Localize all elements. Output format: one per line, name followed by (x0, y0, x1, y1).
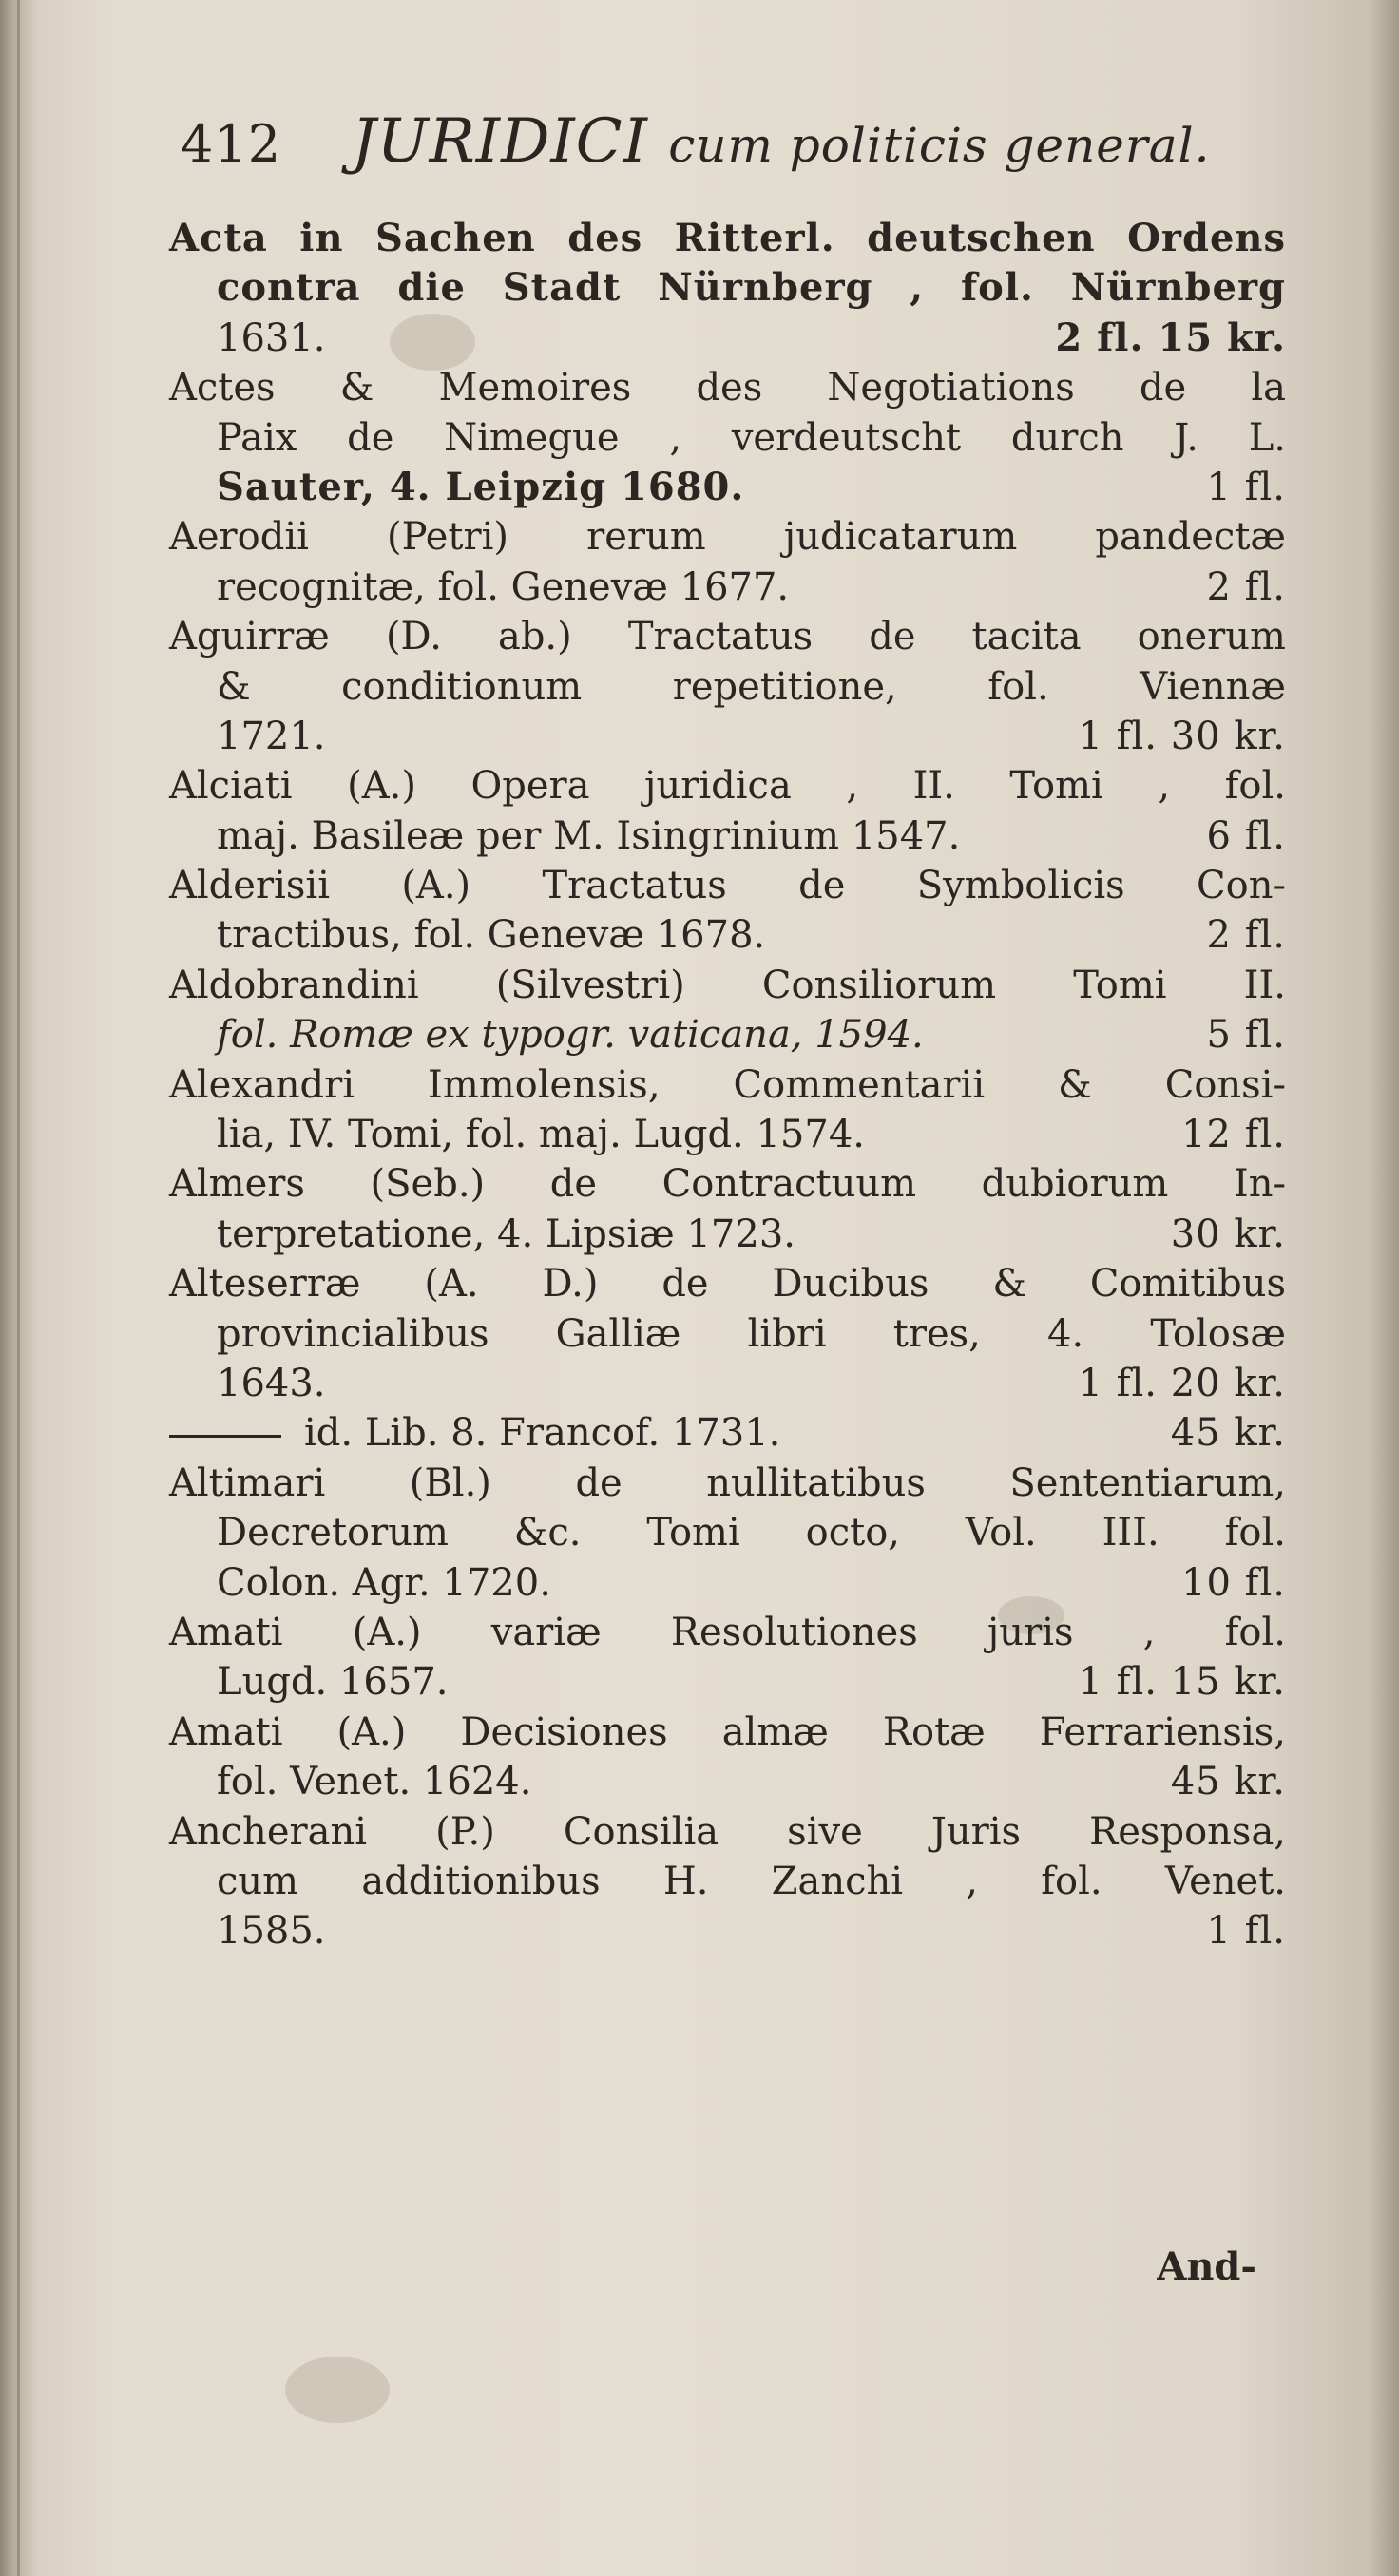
entry-line (169, 1309, 1286, 1359)
entry-text: recognitæ, fol. Genevæ 1677. (217, 564, 790, 609)
entry-price: 2 fl. (1206, 913, 1286, 958)
entry-text: Alciati (A.) Opera juridica , II. Tomi , fol. (169, 764, 1286, 809)
entry-line (169, 1857, 1286, 1906)
entry-text: Acta in Sachen des Ritterl. deutschen Ordens (169, 216, 1286, 260)
entry-text: 1631. (217, 315, 326, 360)
entry-text: Amati (A.) variæ Resolutiones juris , fol. (169, 1610, 1286, 1654)
entry-line (169, 1060, 1286, 1110)
entry-line (169, 761, 1286, 811)
entry-line (169, 1159, 1286, 1209)
entry-price: 1 fl. (1206, 465, 1286, 509)
entry-text: Almers (Seb.) de Contractuum dubiorum In- (169, 1162, 1286, 1207)
entry-line (169, 1459, 1286, 1508)
catalogue-entries (169, 214, 1286, 1956)
entry-text: Amati (A.) Decisiones almæ Rotæ Ferrariensis, (169, 1709, 1286, 1754)
entry-line (169, 662, 1286, 712)
entry-text: fol. Venet. 1624. (217, 1760, 532, 1804)
entry-line (169, 314, 1286, 363)
entry-text: id. Lib. 8. Francof. 1731. (304, 1411, 781, 1456)
entry-text: fol. Romæ ex typogr. vaticana, 1594. (217, 1013, 924, 1058)
entry-text: cum additionibus H. Zanchi , fol. Venet. (217, 1859, 1286, 1903)
entry-text: terpretatione, 4. Lipsiæ 1723. (217, 1212, 795, 1256)
entry-line (169, 463, 1286, 512)
entry-text: 1721. (217, 714, 326, 758)
entry-line (169, 1708, 1286, 1757)
entry-line (169, 1558, 1286, 1608)
entry-price: 10 fl. (1181, 1560, 1286, 1605)
entry-price: 30 kr. (1170, 1212, 1286, 1256)
entry-text: lia, IV. Tomi, fol. maj. Lugd. 1574. (217, 1113, 865, 1157)
entry-text: Aerodii (Petri) rerum judicatarum pandectæ (169, 515, 1286, 560)
entry-price: 2 fl. 15 kr. (1055, 315, 1286, 360)
entry-text: Aldobrandini (Silvestri) Consiliorum Tomi II. (169, 963, 1286, 1007)
entry-line (169, 712, 1286, 761)
entry-text: maj. Basileæ per M. Isingrinium 1547. (217, 813, 961, 858)
page-header (181, 106, 1236, 192)
entry-text: Actes & Memoires des Negotiations de la (169, 366, 1286, 410)
running-head-title: JURIDICI (352, 106, 648, 177)
entry-price: 5 fl. (1206, 1013, 1286, 1058)
entry-line (169, 512, 1286, 562)
entry-price: 12 fl. (1181, 1113, 1286, 1157)
entry-line (169, 413, 1286, 463)
entry-text: Colon. Agr. 1720. (217, 1560, 551, 1605)
entry-price: 1 fl. 20 kr. (1078, 1361, 1286, 1405)
entry-line (169, 1408, 1286, 1458)
entry-text: Lugd. 1657. (217, 1660, 449, 1705)
running-head-subtitle: cum politicis general. (668, 118, 1211, 173)
entry-line (169, 563, 1286, 612)
entry-text: tractibus, fol. Genevæ 1678. (217, 913, 766, 958)
entry-text: Alexandri Immolensis, Commentarii & Consi- (169, 1062, 1286, 1107)
entry-text: Sauter, 4. Leipzig 1680. (217, 464, 745, 509)
entry-line (169, 1757, 1286, 1806)
entry-line (169, 861, 1286, 910)
entry-text: Ancherani (P.) Consilia sive Juris Responsa, (169, 1809, 1286, 1854)
entry-line (169, 1010, 1286, 1059)
entry-line (169, 1508, 1286, 1557)
paper-stain (285, 2357, 390, 2423)
entry-text: Decretorum &c. Tomi octo, Vol. III. fol. (217, 1511, 1286, 1555)
ditto-dash (169, 1435, 281, 1438)
entry-text: Alteserræ (A. D.) de Ducibus & Comitibus (169, 1262, 1286, 1307)
entry-line (169, 1906, 1286, 1956)
entry-line (169, 612, 1286, 661)
entry-price: 1 fl. 30 kr. (1078, 714, 1286, 758)
catchword: And- (1157, 2244, 1256, 2289)
entry-price: 2 fl. (1206, 564, 1286, 609)
entry-text: Alderisii (A.) Tractatus de Symbolicis Con- (169, 864, 1286, 908)
entry-text: 1585. (217, 1909, 326, 1954)
entry-text: contra die Stadt Nürnberg , fol. Nürnberg (217, 265, 1286, 311)
entry-line (169, 1807, 1286, 1857)
entry-text: provincialibus Galliæ libri tres, 4. Tolosæ (217, 1311, 1286, 1356)
entry-line (169, 1259, 1286, 1308)
page-number: 412 (181, 114, 282, 174)
entry-price: 6 fl. (1206, 813, 1286, 858)
running-head (352, 106, 1210, 177)
entry-line (169, 1657, 1286, 1707)
entry-line (169, 1210, 1286, 1259)
entry-line (169, 363, 1286, 412)
entry-line (169, 910, 1286, 960)
entry-line (169, 961, 1286, 1010)
entry-price: 1 fl. 15 kr. (1078, 1660, 1286, 1705)
entry-price: 45 kr. (1170, 1411, 1286, 1456)
entry-text: Altimari (Bl.) de nullitatibus Sententiarum, (169, 1460, 1286, 1505)
entry-line (169, 1608, 1286, 1657)
entry-line (169, 1359, 1286, 1408)
entry-text: & conditionum repetitione, fol. Viennæ (217, 664, 1286, 709)
entry-text: Paix de Nimegue , verdeutscht durch J. L. (217, 415, 1286, 460)
entry-text: Aguirræ (D. ab.) Tractatus de tacita onerum (169, 615, 1286, 659)
entry-line (169, 1110, 1286, 1159)
entry-line (169, 811, 1286, 861)
entry-text: 1643. (217, 1361, 326, 1405)
entry-price: 45 kr. (1170, 1760, 1286, 1804)
entry-line (169, 263, 1286, 313)
entry-line (169, 214, 1286, 263)
entry-price: 1 fl. (1206, 1909, 1286, 1954)
